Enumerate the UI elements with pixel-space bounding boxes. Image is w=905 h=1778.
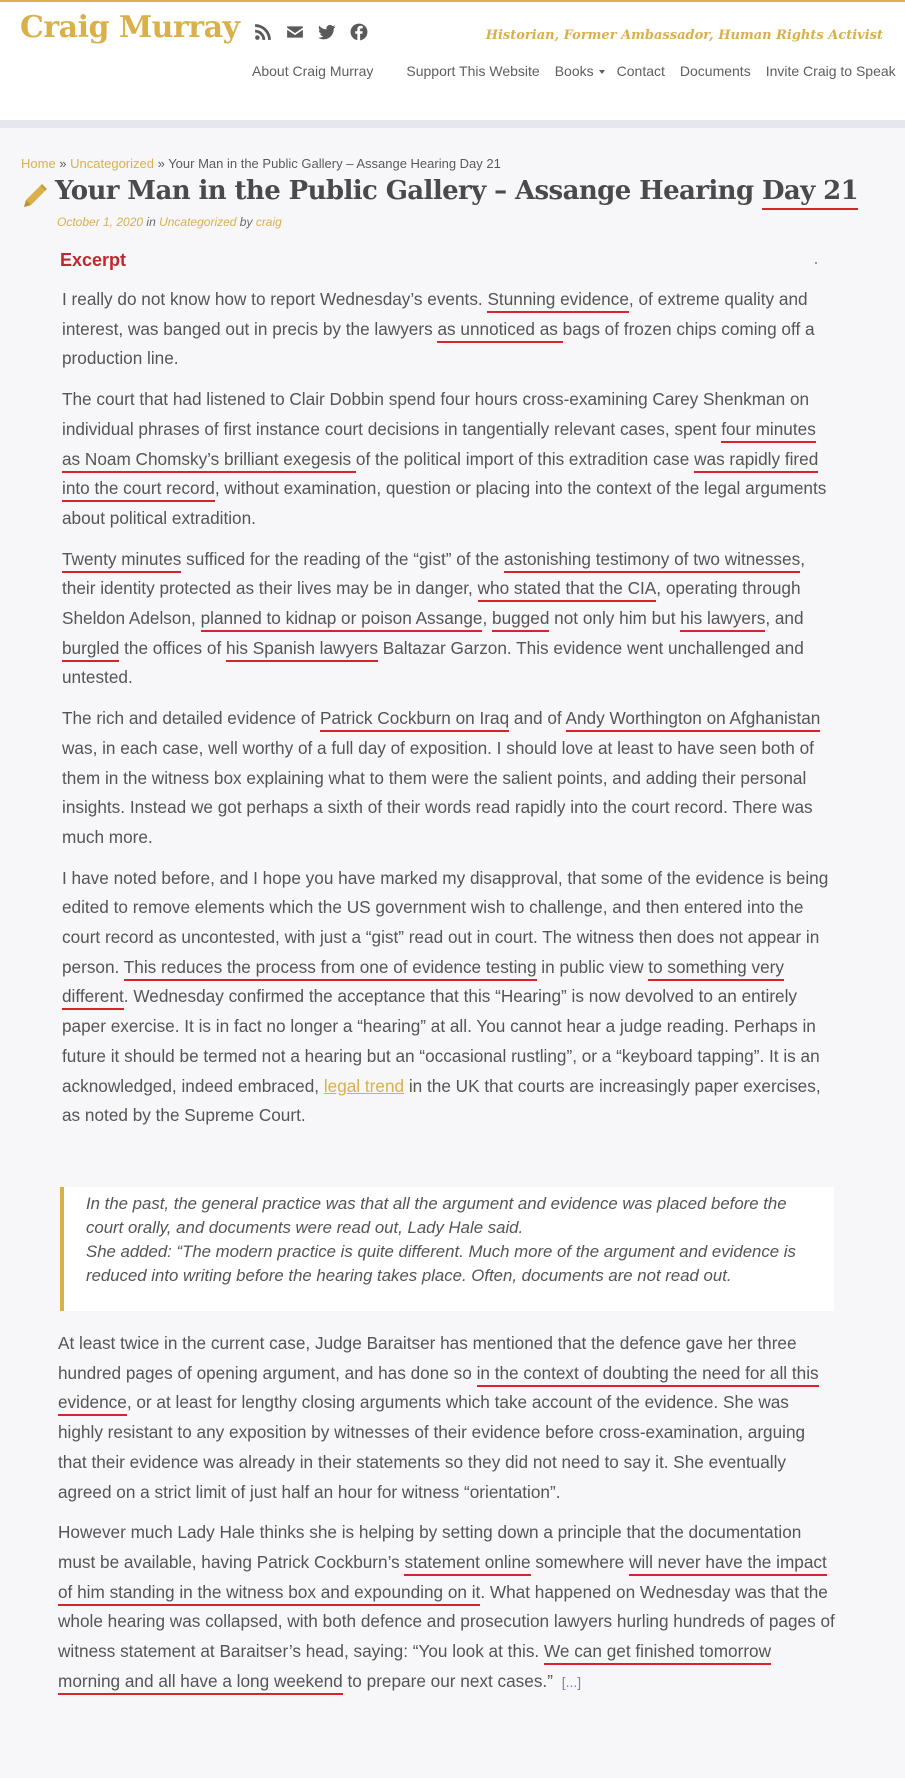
pencil-icon	[21, 182, 49, 210]
post-date[interactable]: October 1, 2020	[57, 215, 144, 229]
main-nav	[252, 63, 896, 79]
underlined-text: his Spanish lawyers	[226, 638, 378, 662]
underlined-text: This reduces the process from one of evidence testing	[124, 957, 537, 981]
legal-trend-link[interactable]: legal trend	[323, 1075, 405, 1096]
text: ,	[482, 608, 493, 629]
text: Baltazar Garzon. This evidence went unchallenged and untested.	[62, 637, 804, 688]
underlined-text: planned to kidnap or poison Assange	[201, 608, 483, 632]
text: , operating through Sheldon Adelson,	[62, 578, 801, 629]
read-more-link[interactable]: [...]	[561, 1673, 582, 1690]
underlined-text: burgled	[62, 638, 119, 662]
blockquote-text	[86, 1192, 821, 1288]
site-title[interactable]: Craig Murray	[20, 10, 240, 45]
meta-by: by	[236, 215, 256, 229]
post-category[interactable]: Uncategorized	[159, 215, 237, 229]
text: in public view	[536, 956, 649, 977]
text: , without examination, question or placing into the context of the legal arguments about political extradition.	[62, 478, 827, 528]
excerpt-label: Excerpt	[60, 250, 127, 270]
underlined-text: his lawyers	[680, 608, 765, 632]
header-divider	[0, 120, 905, 128]
text: I really do not know how to report Wednesday’s events.	[62, 289, 488, 309]
text: However much Lady Hale thinks she is helping by setting down a principle that the documentation must be available, having Patrick Cockburn’s	[58, 1522, 802, 1572]
text: . What happened on Wednesday was that the whole hearing was collapsed, with both defence and prosecution lawyers hurling hundreds of pages of witness statement at Baraitser’s head, saying: “You look at this.	[58, 1581, 835, 1662]
breadcrumb-separator: »	[153, 156, 169, 171]
post-title-day: Day 21	[762, 176, 858, 210]
underlined-text: as unnoticed as	[437, 319, 562, 343]
post-content-continued	[58, 1329, 836, 1708]
nav-item-contact[interactable]: Contact	[616, 63, 665, 79]
text: At least twice in the current case, Judge Baraitser has mentioned that the defence gave her three hundred pages of opening argument, and has done so	[58, 1333, 797, 1383]
text: and of	[509, 708, 566, 729]
post-title	[55, 176, 858, 206]
text: bags of frozen chips coming off a production line.	[62, 318, 815, 369]
post-meta	[57, 215, 282, 229]
text: in the UK that courts are increasingly paper exercises, as noted by the Supreme Court.	[62, 1075, 821, 1126]
breadcrumb-category[interactable]: Uncategorized	[70, 156, 154, 171]
paragraph-7	[58, 1518, 836, 1697]
breadcrumb-current: Your Man in the Public Gallery – Assange Hearing Day 21	[168, 156, 501, 171]
social-icons	[253, 22, 369, 42]
caret-down-icon	[599, 70, 605, 74]
text: was, in each case, well worthy of a full day of exposition. I should love at least to have seen both of them in the witness box explaining what to them were the salient points, and adding their personal insights. Instead we got perhaps a sixth of their words read rapidly into the court record. There was much more.	[62, 737, 814, 847]
nav-item-about[interactable]: About Craig Murray	[252, 63, 374, 79]
text: The rich and detailed evidence of	[62, 708, 320, 729]
underlined-text: astonishing testimony of two witnesses	[504, 549, 800, 573]
text: sufficed for the reading of the “gist” of the	[181, 548, 505, 569]
text: . Wednesday confirmed the acceptance that this “Hearing” is now devolved to an entirely paper exercise. It is in fact no longer a “hearing” at all. You cannot hear a judge reading. Perhaps in future it should be termed not a hearing but an “occasional rustling”, or a “keyboard tapping”. It is an acknowledged, indeed embraced,	[62, 986, 820, 1096]
breadcrumb	[21, 156, 501, 171]
nav-item-invite[interactable]: Invite Craig to Speak	[765, 63, 896, 79]
paragraph-3	[62, 545, 834, 694]
text: not only him but	[549, 608, 681, 629]
paragraph-2	[62, 385, 834, 534]
paragraph-5	[62, 864, 834, 1131]
text: The court that had listened to Clair Dobbin spend four hours cross-examining Carey Shenkman on individual phrases of first instance court decisions in tangentially relevant cases, spent	[62, 389, 810, 439]
text: of the political import of this extradition case	[355, 448, 695, 469]
underlined-text: Stunning evidence	[487, 289, 628, 313]
post-author[interactable]: craig	[255, 215, 282, 229]
facebook-icon[interactable]	[349, 22, 369, 42]
text: to prepare our next cases.”	[342, 1670, 558, 1691]
meta-in: in	[143, 215, 160, 229]
nav-item-books-label: Books	[554, 63, 594, 79]
underlined-text: who stated that the CIA	[478, 578, 657, 602]
underlined-text: statement online	[404, 1552, 530, 1576]
paragraph-1	[62, 285, 834, 374]
breadcrumb-home[interactable]: Home	[21, 156, 56, 171]
twitter-icon[interactable]	[317, 22, 337, 42]
blockquote	[60, 1187, 834, 1311]
nav-item-documents[interactable]: Documents	[679, 63, 751, 79]
post-content	[62, 285, 834, 1142]
underlined-text: bugged	[492, 608, 549, 632]
blockquote-line: In the past, the general practice was that all the argument and evidence was placed before the court orally, and documents were read out, Lady Hale said.	[86, 1194, 787, 1237]
text: I have noted before, and I hope you have marked my disapproval, that some of the evidence is being edited to remove elements which the US government wish to challenge, and then entered into the court record as uncontested, with just a “gist” read out in court. The witness then does not appear in person.	[62, 867, 829, 977]
text: , and	[765, 608, 804, 629]
text: , of extreme quality and interest, was banged out in precis by the lawyers	[62, 289, 808, 339]
underlined-text: Twenty minutes	[62, 549, 181, 573]
post-title-main: Your Man in the Public Gallery – Assange Hearing	[55, 176, 762, 206]
underlined-text: We can get finished tomorrow morning and all have a long weekend	[58, 1641, 771, 1695]
underlined-text: four minutes as Noam Chomsky’s brilliant exegesis	[62, 419, 816, 473]
text: , their identity protected as their lives may be in danger,	[62, 548, 805, 599]
underlined-text: will never have the impact of him standing in the witness box and expounding on it	[58, 1552, 827, 1606]
breadcrumb-separator: »	[55, 156, 71, 171]
underlined-text: Andy Worthington on Afghanistan	[566, 708, 821, 732]
site-header	[0, 2, 905, 120]
nav-item-support[interactable]: Support This Website	[406, 63, 540, 79]
paragraph-6	[58, 1329, 836, 1507]
site-tagline: Historian, Former Ambassador, Human Rights Activist	[485, 28, 883, 43]
decorative-dot	[815, 262, 817, 264]
underlined-text: to something very different	[62, 957, 784, 1011]
underlined-text: Patrick Cockburn on Iraq	[320, 708, 509, 732]
rss-icon[interactable]	[253, 22, 273, 42]
blockquote-line: She added: “The modern practice is quite different. Much more of the argument and evidence is reduced into writing before the hearing takes place. Often, documents are not read out.	[86, 1242, 796, 1285]
nav-item-books[interactable]	[555, 63, 605, 79]
underlined-text: was rapidly fired into the court record	[62, 449, 818, 503]
text: somewhere	[530, 1551, 630, 1572]
text: the offices of	[119, 637, 227, 658]
paragraph-4	[62, 704, 834, 853]
email-icon[interactable]	[285, 22, 305, 42]
underlined-text: in the context of doubting the need for all this evidence	[58, 1363, 819, 1417]
text: , or at least for lengthy closing arguments which take account of the evidence. She was highly resistant to any exposition by witnesses of their evidence before cross-examination, arguing that their evidence was already in their statements so they did not need to say it. She eventually agreed on a strict limit of just half an hour for witness “orientation”.	[58, 1392, 806, 1502]
